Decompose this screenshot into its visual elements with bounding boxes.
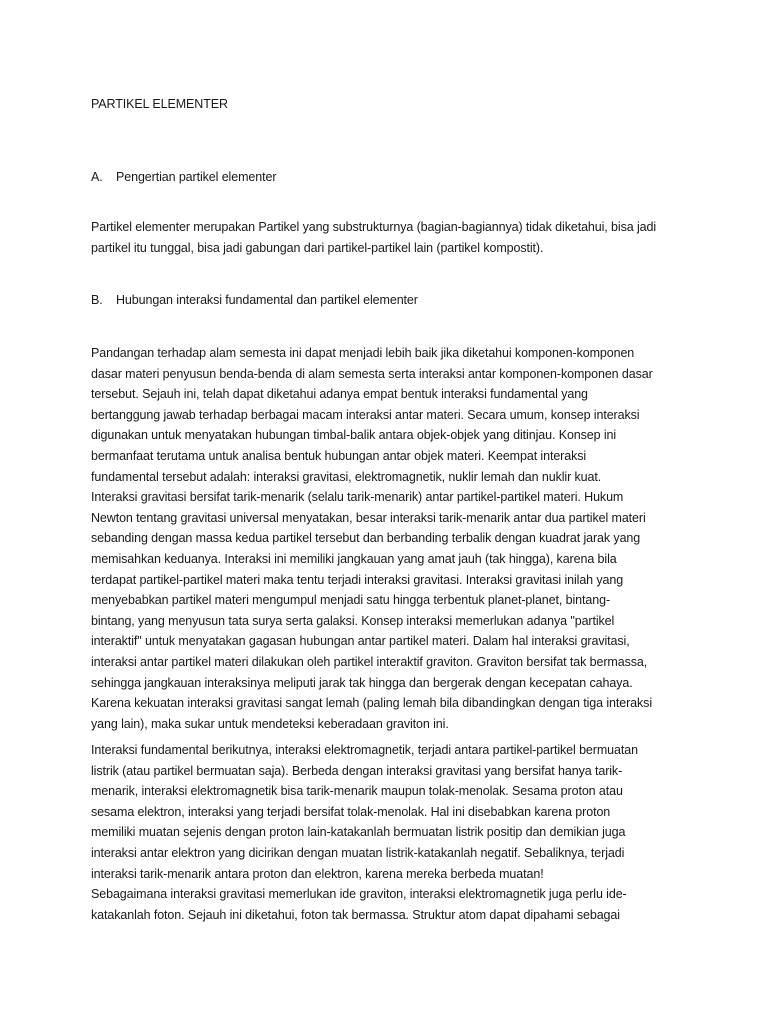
paragraph-line: Interaksi gravitasi bersifat tarik-menarik (selalu tarik-menarik) antar partikel-partikel materi. Hukum	[91, 490, 624, 505]
paragraph-line: bintang, yang menyusun tata surya serta galaksi. Konsep interaksi memerlukan adanya "partikel	[91, 613, 615, 628]
document-title: PARTIKEL ELEMENTER	[91, 97, 228, 111]
section-a-heading-text: Pengertian partikel elementer	[116, 170, 277, 184]
section-b-letter: B.	[91, 293, 103, 307]
paragraph-line: dasar materi penyusun benda-benda di alam semesta serta interaksi antar komponen-komponen dasar	[91, 366, 653, 381]
paragraph-line: sehingga jangkauan interaksinya meliputi jarak tak hingga dan bergerak dengan kecepatan cahaya.	[91, 675, 633, 690]
paragraph-line: Pandangan terhadap alam semesta ini dapat menjadi lebih baik jika diketahui komponen-komponen	[91, 346, 635, 360]
section-b-paragraph-1	[91, 343, 691, 734]
paragraph-line: memisahkan keduanya. Interaksi ini memiliki jangkauan yang amat jauh (tak hingga), karena bila	[91, 551, 617, 566]
paragraph-line: menarik, interaksi elektromagnetik bisa tarik-menarik maupun tolak-menolak. Sesama proton atau	[91, 784, 623, 799]
section-a-letter: A.	[91, 170, 103, 184]
paragraph-line: bermanfaat terutama untuk analisa bentuk hubungan antar objek materi. Keempat interaksi	[91, 448, 587, 463]
paragraph-line: sebanding dengan massa kedua partikel tersebut dan berbanding terbalik dengan kuadrat jarak yang	[91, 531, 641, 546]
paragraph-line: bertanggung jawab terhadap berbagai macam interaksi antar materi. Secara umum, konsep interaksi	[91, 407, 640, 422]
paragraph-line: yang lain), maka sukar untuk mendeteksi keberadaan graviton ini.	[91, 716, 449, 731]
paragraph-line: interaksi antar partikel materi dilakukan oleh partikel interaktif graviton. Graviton bersifat tak bermassa,	[91, 654, 648, 669]
section-b-heading-text: Hubungan interaksi fundamental dan partikel elementer	[116, 293, 418, 307]
paragraph-line: katakanlah foton. Sejauh ini diketahui, foton tak bermassa. Struktur atom dapat dipahami sebagai	[91, 907, 620, 922]
paragraph-line: sesama elektron, interaksi yang terjadi bersifat tolak-menolak. Hal ini disebabkan karena proton	[91, 804, 611, 819]
paragraph-line: tersebut. Sejauh ini, telah dapat diketahui adanya empat bentuk interaksi fundamental yang	[91, 387, 588, 402]
paragraph-line: Interaksi fundamental berikutnya, interaksi elektromagnetik, terjadi antara partikel-partikel bermuatan	[91, 743, 638, 757]
section-a-heading	[91, 167, 276, 187]
section-b-heading	[91, 290, 418, 310]
paragraph-line: Sebagaimana interaksi gravitasi memerlukan ide graviton, interaksi elektromagnetik juga perlu ide-	[91, 887, 627, 902]
paragraph-line: interaksi antar elektron yang dicirikan dengan muatan listrik-katakanlah negatif. Sebaliknya, terjadi	[91, 845, 625, 860]
paragraph-line: listrik (atau partikel bermuatan saja). Berbeda dengan interaksi gravitasi yang bersifat hanya tarik-	[91, 763, 623, 778]
paragraph-line: Karena kekuatan interaksi gravitasi sangat lemah (paling lemah bila dibandingkan dengan tiga interaksi	[91, 696, 652, 711]
paragraph-line: menyebabkan partikel materi mengumpul menjadi satu hingga terbentuk planet-planet, bintang-	[91, 593, 611, 608]
paragraph-line: digunakan untuk menyatakan hubungan timbal-balik antara objek-objek yang ditinjau. Konsep ini	[91, 428, 617, 443]
paragraph-line: fundamental tersebut adalah: interaksi gravitasi, elektromagnetik, nuklir lemah dan nuklir kuat.	[91, 469, 602, 484]
paragraph-line: Newton tentang gravitasi universal menyatakan, besar interaksi tarik-menarik antar dua partikel materi	[91, 510, 646, 525]
paragraph-line: memiliki muatan sejenis dengan proton lain-katakanlah bermuatan listrik positip dan demikian juga	[91, 825, 626, 840]
paragraph-line: Partikel elementer merupakan Partikel yang substrukturnya (bagian-bagiannya) tidak diketahui, bisa jadi	[91, 220, 657, 234]
section-a-paragraph	[91, 217, 691, 258]
paragraph-line: partikel itu tunggal, bisa jadi gabungan dari partikel-partikel lain (partikel kompostit).	[91, 240, 544, 255]
paragraph-line: interaktif" untuk menyatakan gagasan hubungan antar partikel materi. Dalam hal interaksi gravitasi,	[91, 634, 630, 649]
section-b-paragraph-2	[91, 740, 691, 925]
paragraph-line: interaksi tarik-menarik antara proton dan elektron, karena mereka berbeda muatan!	[91, 866, 544, 881]
paragraph-line: terdapat partikel-partikel materi maka tentu terjadi interaksi gravitasi. Interaksi gravitasi inilah yang	[91, 572, 624, 587]
